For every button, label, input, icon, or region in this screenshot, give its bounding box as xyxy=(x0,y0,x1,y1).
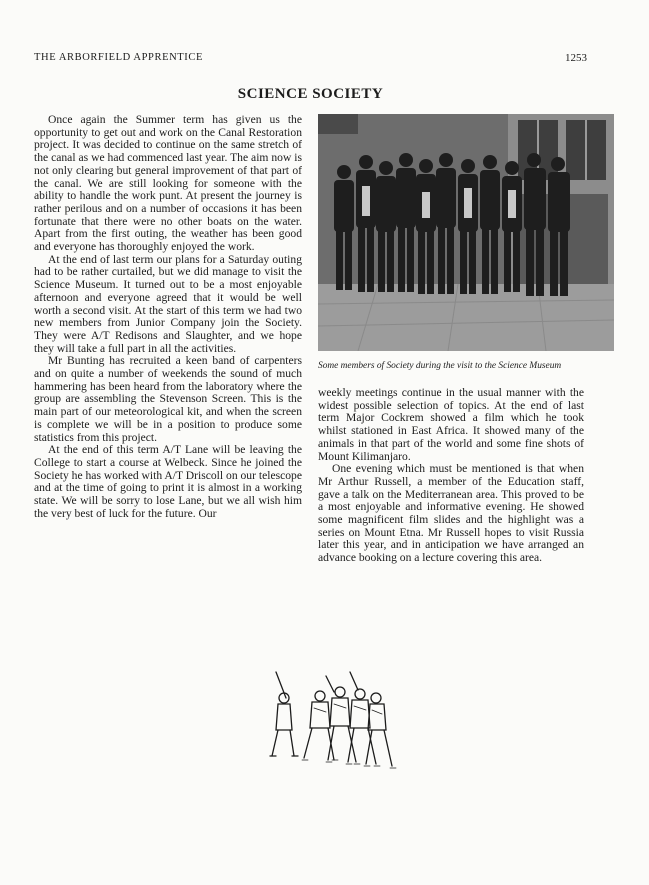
paragraph: Once again the Summer term has given us the opportunity to get out and work on the Canal Restoration project. It was decided to continue on the same stretch of the canal as we had commenced last year. The aim now is not only clearing but general improvement of that part of the canal. We are still looking for someone with the ability to handle the work punt. At present the journey is rather perilous and on a number of occasions it has been fortunate that there were no other boats on the water. Apart from the first outing, the weather has been good and everyone has thoroughly enjoyed the work. xyxy=(34,113,302,254)
paragraph: Mr Bunting has recruited a keen band of carpenters and on quite a number of weekends the sound of much hammering has been heard from the laboratory where the group are assembling the Stevenson Screen. This is the main part of our meteorological kit, and when the screen is complete we will be in a position to produce some statistics from this project. xyxy=(34,354,302,444)
journal-title: THE ARBORFIELD APPRENTICE xyxy=(34,52,204,63)
running-head xyxy=(34,52,587,66)
marching-soldiers-illustration-icon xyxy=(268,668,398,774)
page-number: 1253 xyxy=(565,52,587,64)
paragraph: weekly meetings continue in the usual manner with the widest possible selection of topics. At the end of last term Major Cockrem showed a film which he took whilst stationed in East Africa. It showed many of the animals in that part of the world and some fine shots of Mount Kilimanjaro. xyxy=(318,386,584,463)
paragraph: One evening which must be mentioned is that when Mr Arthur Russell, a member of the Education staff, gave a talk on the Mediterranean area. This proved to be a most enjoyable and informative evening. He showed some magnificent film slides and the highlight was a series on Mount Etna. Mr Russell hopes to visit Russia later this year, and in anticipation we have arranged an advance booking on a lecture covering this area. xyxy=(318,462,584,565)
article-title: SCIENCE SOCIETY xyxy=(237,86,384,102)
group-photo-icon xyxy=(318,114,614,351)
left-column xyxy=(34,114,302,521)
photo-caption: Some members of Society during the visit to the Science Museum xyxy=(318,361,562,371)
paragraph: At the end of last term our plans for a Saturday outing had to be rather curtailed, but we did manage to visit the Science Museum. It turned out to be a most enjoyable afternoon and everyone agreed that it would be well worth a second visit. At the start of this term we had two new members from Junior Company join the Society. They were A/T Redisons and Slaughter, and we hope they will take a full part in all the activities. xyxy=(34,252,302,355)
right-column xyxy=(318,387,584,565)
paragraph: At the end of this term A/T Lane will be leaving the College to start a course at Welbeck. Since he joined the Society he has worked with A/T Driscoll on our telescope and at the time of going to print it is almost in a working state. We will be sorry to lose Lane, but we all wish him the very best of luck for the future. Our xyxy=(34,443,302,520)
